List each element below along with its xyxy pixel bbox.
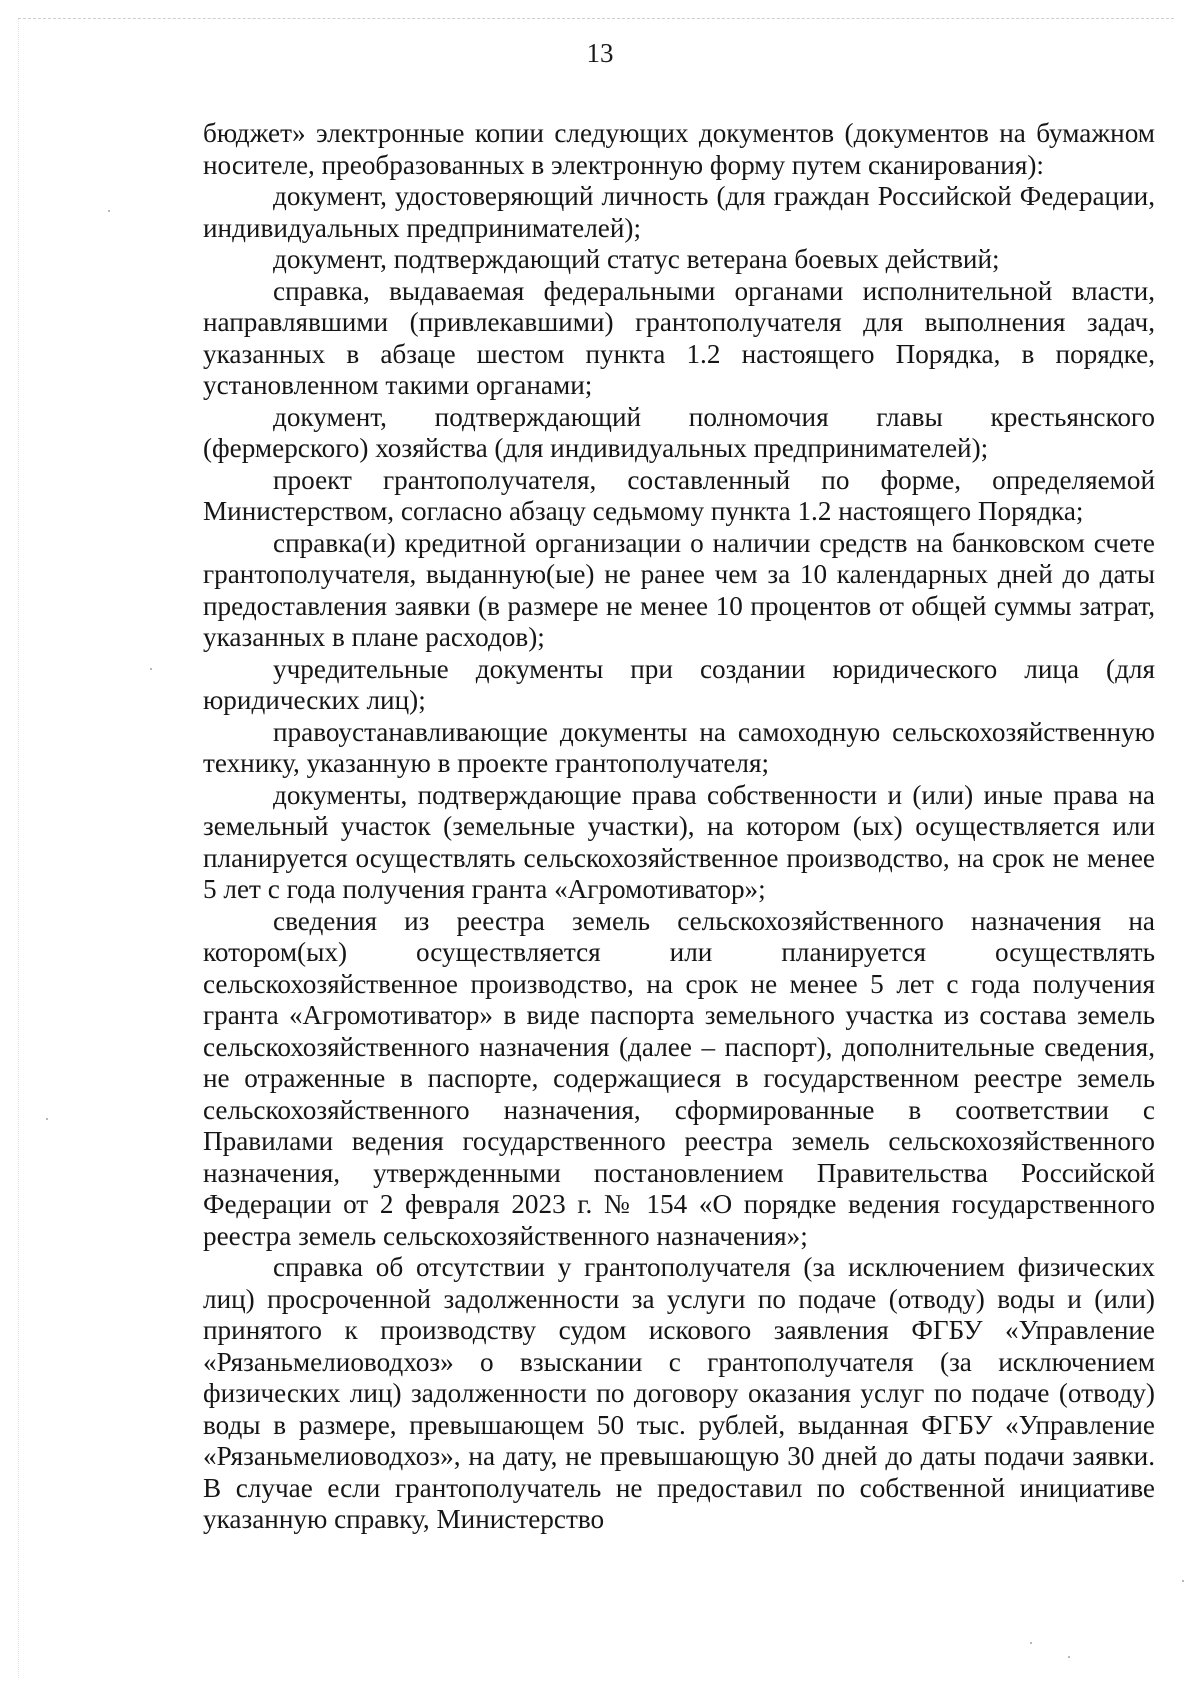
paragraph-6: проект грантополучателя, составленный по форме, определяемой Министерством, согласно абзацу седьмому пункта 1.2 настоящего Порядка; xyxy=(203,464,1155,526)
scan-speck xyxy=(150,668,152,670)
paragraph-5: документ, подтверждающий полномочия главы крестьянского (фермерского) хозяйства (для индивидуальных предпринимателей); xyxy=(203,401,1155,463)
paragraph-4: справка, выдаваемая федеральными органами исполнительной власти, направлявшими (привлекавшими) грантополучателя для выполнения задач, указанных в абзаце шестом пункта 1.2 настоящего Порядка, в порядке, установленном такими органами; xyxy=(203,275,1155,400)
scan-speck xyxy=(1182,1580,1184,1582)
paragraph-12: справка об отсутствии у грантополучателя (за исключением физических лиц) просроченной задолженности за услуги по подаче (отводу) воды и (или) принятого к производству судом искового заявления ФГБУ «Управление «Рязаньмелиоводхоз» о взыскании с грантополучателя (за исключением физических лиц) задолженности по договору оказания услуг по подаче (отводу) воды в размере, превышающем 50 тыс. рублей, выданная ФГБУ «Управление «Рязаньмелиоводхоз», на дату, не превышающую 30 дней до даты подачи заявки. В случае если грантополучатель не предоставил по собственной инициативе указанную справку, Министерство xyxy=(203,1252,1155,1534)
scan-speck xyxy=(1030,1642,1032,1644)
scan-edge-left xyxy=(18,18,19,1678)
paragraph-11: сведения из реестра земель сельскохозяйственного назначения на котором(ых) осуществляется или планируется осуществлять сельскохозяйственное производство, на срок не менее 5 лет с года получения гранта «Агромотиватор» в виде паспорта земельного участка из состава земель сельскохозяйственного назначения (далее – паспорт), дополнительные сведения, не отраженные в паспорте, содержащиеся в государственном реестре земель сельскохозяйственного назначения, сформированные в соответствии с Правилами ведения государственного реестра земель сельскохозяйственного назначения, утвержденными постановлением Правительства Российской Федерации от 2 февраля 2023 г. № 154 «О порядке ведения государственного реестра земель сельскохозяйственного назначения»; xyxy=(203,905,1155,1251)
paragraph-9: правоустанавливающие документы на самоходную сельскохозяйственную технику, указанную в проекте грантополучателя; xyxy=(203,716,1155,778)
page-number: 13 xyxy=(586,38,614,68)
scan-speck xyxy=(46,1118,48,1120)
scan-speck xyxy=(108,210,110,212)
paragraph-1: бюджет» электронные копии следующих документов (документов на бумажном носителе, преобразованных в электронную форму путем сканирования): xyxy=(203,118,1155,180)
scan-edge-top xyxy=(18,18,1174,19)
paragraph-8: учредительные документы при создании юридического лица (для юридических лиц); xyxy=(203,653,1155,715)
document-body xyxy=(203,118,1155,1536)
paragraph-10: документы, подтверждающие права собственности и (или) иные права на земельный участок (земельные участки), на котором (ых) осуществляется или планируется осуществлять сельскохозяйственное производство, на срок не менее 5 лет с года получения гранта «Агромотиватор»; xyxy=(203,779,1155,904)
paragraph-2: документ, удостоверяющий личность (для граждан Российской Федерации, индивидуальных предпринимателей); xyxy=(203,181,1155,243)
paragraph-7: справка(и) кредитной организации о наличии средств на банковском счете грантополучателя, выданную(ые) не ранее чем за 10 календарных дней до даты предоставления заявки (в размере не менее 10 процентов от общей суммы затрат, указанных в плане расходов); xyxy=(203,527,1155,652)
scan-speck xyxy=(1068,1656,1070,1658)
paragraph-3: документ, подтверждающий статус ветерана боевых действий; xyxy=(273,244,1000,274)
